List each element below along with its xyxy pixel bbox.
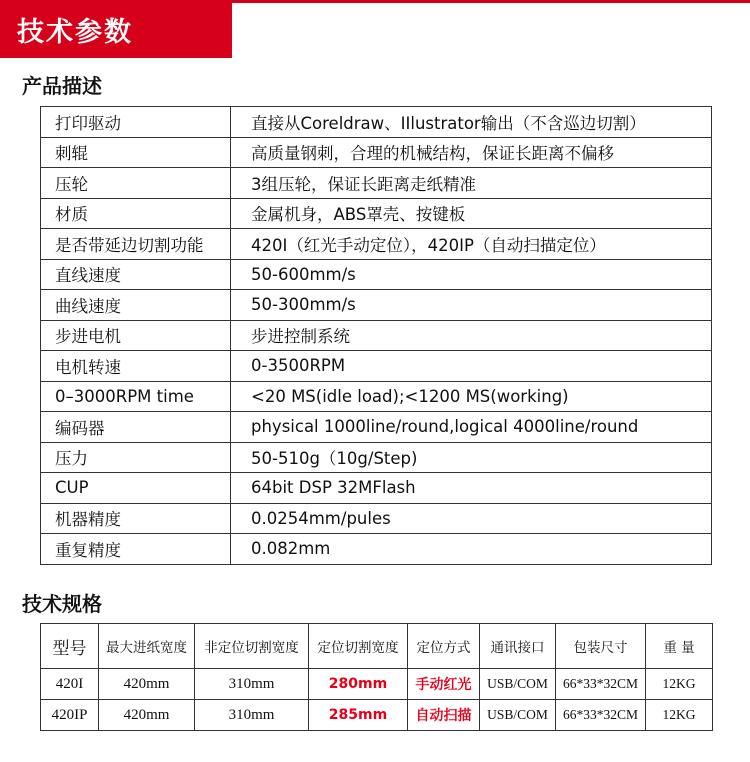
header-interface: 通讯接口	[480, 624, 556, 669]
header-non-positioning-cut-width: 非定位切割宽度	[195, 624, 309, 669]
spec-table	[40, 623, 713, 731]
cell-non-positioning-cut-width: 310mm	[195, 669, 309, 700]
row-value: 420I（红光手动定位），420IP（自动扫描定位）	[231, 229, 712, 260]
cell-interface: USB/COM	[480, 669, 556, 700]
cell-model: 420I	[41, 669, 99, 700]
header-weight: 重 量	[646, 624, 713, 669]
table-row	[41, 168, 712, 199]
header-model: 型号	[41, 624, 99, 669]
table-row	[41, 442, 712, 473]
cell-max-feed-width: 420mm	[99, 669, 195, 700]
cell-non-positioning-cut-width: 310mm	[195, 700, 309, 731]
row-key: 是否带延边切割功能	[41, 229, 231, 260]
description-table	[40, 106, 712, 565]
cell-model: 420IP	[41, 700, 99, 731]
banner-title: 技术参数	[17, 17, 133, 48]
table-row	[41, 290, 712, 321]
table-row	[41, 669, 713, 700]
row-value: 64bit DSP 32MFlash	[231, 473, 712, 504]
row-key: 步进电机	[41, 320, 231, 351]
section-banner	[0, 0, 232, 58]
table-row	[41, 107, 712, 138]
row-key: CUP	[41, 473, 231, 504]
row-value: 50-510g（10g/Step)	[231, 442, 712, 473]
row-value: 0.082mm	[231, 534, 712, 565]
row-value: 0-3500RPM	[231, 351, 712, 382]
row-key: 曲线速度	[41, 290, 231, 321]
row-value: 金属机身，ABS罩壳、按键板	[231, 198, 712, 229]
row-key: 压轮	[41, 168, 231, 199]
table-row	[41, 259, 712, 290]
row-key: 重复精度	[41, 534, 231, 565]
table-header-row	[41, 624, 713, 669]
cell-positioning-method: 自动扫描	[408, 700, 480, 731]
header-positioning-cut-width: 定位切割宽度	[309, 624, 408, 669]
cell-weight: 12KG	[646, 700, 713, 731]
cell-max-feed-width: 420mm	[99, 700, 195, 731]
table-row	[41, 534, 712, 565]
row-key: 电机转速	[41, 351, 231, 382]
cell-positioning-cut-width: 285mm	[309, 700, 408, 731]
row-key: 刺辊	[41, 137, 231, 168]
row-value: physical 1000line/round,logical 4000line/round	[231, 412, 712, 443]
row-key: 机器精度	[41, 503, 231, 534]
table-row	[41, 412, 712, 443]
cell-package-size: 66*33*32CM	[556, 669, 646, 700]
row-value: 0.0254mm/pules	[231, 503, 712, 534]
cell-positioning-method: 手动红光	[408, 669, 480, 700]
table-row	[41, 381, 712, 412]
table-row	[41, 229, 712, 260]
table-row	[41, 700, 713, 731]
table-row	[41, 320, 712, 351]
header-package-size: 包装尺寸	[556, 624, 646, 669]
row-value: 50-300mm/s	[231, 290, 712, 321]
table-row	[41, 351, 712, 382]
row-key: 压力	[41, 442, 231, 473]
header-max-feed-width: 最大进纸宽度	[99, 624, 195, 669]
cell-weight: 12KG	[646, 669, 713, 700]
row-key: 编码器	[41, 412, 231, 443]
row-key: 直线速度	[41, 259, 231, 290]
row-value: 步进控制系统	[231, 320, 712, 351]
header-positioning-method: 定位方式	[408, 624, 480, 669]
cell-package-size: 66*33*32CM	[556, 700, 646, 731]
row-value: 直接从Coreldraw、IIlustrator输出（不含巡边切割）	[231, 107, 712, 138]
row-value: 50-600mm/s	[231, 259, 712, 290]
table-row	[41, 198, 712, 229]
cell-interface: USB/COM	[480, 700, 556, 731]
row-key: 材质	[41, 198, 231, 229]
row-key: 0–3000RPM time	[41, 381, 231, 412]
spec-title: 技术规格	[22, 592, 102, 616]
description-title: 产品描述	[22, 74, 102, 98]
table-row	[41, 137, 712, 168]
table-row	[41, 473, 712, 504]
row-key: 打印驱动	[41, 107, 231, 138]
cell-positioning-cut-width: 280mm	[309, 669, 408, 700]
row-value: 高质量钢刺，合理的机械结构，保证长距离不偏移	[231, 137, 712, 168]
row-value: 3组压轮，保证长距离走纸精准	[231, 168, 712, 199]
table-row	[41, 503, 712, 534]
row-value: <20 MS(idle load);<1200 MS(working)	[231, 381, 712, 412]
